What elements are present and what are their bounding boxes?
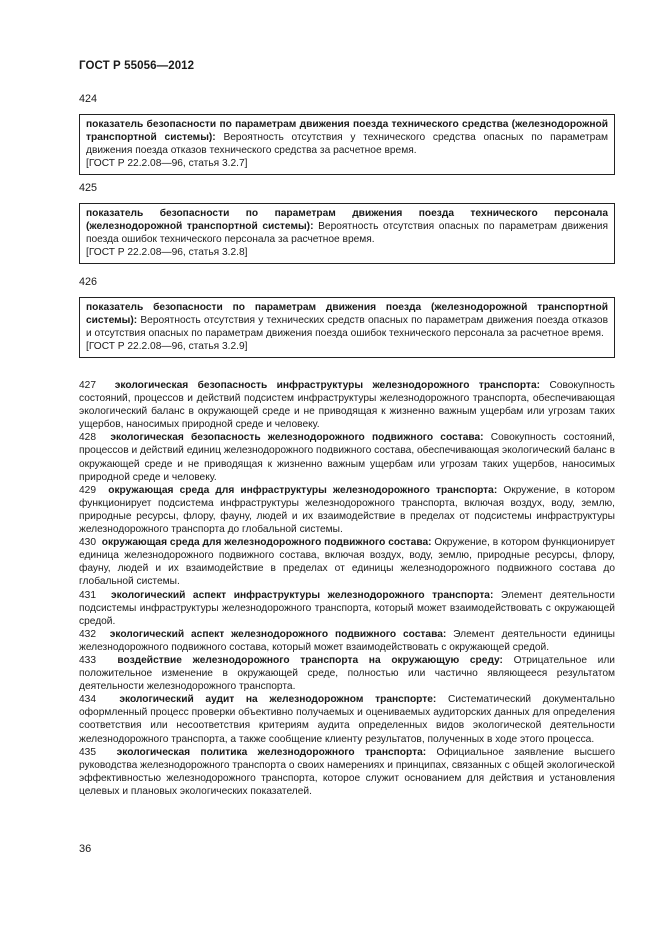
boxed-entry bbox=[79, 276, 615, 358]
entry-definition: Вероятность отсутствия опасных по параметрам движения поезда ошибок технического персонала за расчетное время. bbox=[86, 221, 608, 246]
entry-definition: Окружение, в котором функционирует единица железнодорожного подвижного состава, включая воздух, воду, землю, природные ресурсы, флору, фауну, людей и их взаимодействие в пределах от единицы железнодорожного подвижного состава до глобальной системы. bbox=[79, 537, 615, 588]
entry-definition: Элемент деятельности единицы железнодорожного подвижного состава, который может взаимодействовать с окружающей средой. bbox=[79, 628, 615, 653]
entry-reference: [ГОСТ Р 22.2.08—96, статья 3.2.8] bbox=[86, 247, 248, 259]
entry-number: 427 bbox=[79, 380, 96, 391]
entry-term: показатель безопасности по параметрам движения поезда технического персонала (железнодорожной транспортной системы): bbox=[86, 208, 608, 233]
entry-number: 426 bbox=[79, 276, 98, 288]
entry-definition: Официальное заявление высшего руководства железнодорожного транспорта о своих намерениях и принципах, связанных с общей экологической эффективностью железнодорожного транспорта, которое служит основанием для действия и установления целевых и плановых экологических показателей. bbox=[79, 746, 615, 797]
entry-definition: Элемент деятельности подсистемы инфраструктуры железнодорожного транспорта, который может взаимодействовать с окружающей средой. bbox=[79, 589, 615, 627]
boxed-entry bbox=[79, 93, 615, 175]
entry-definition: Совокупность состояний, процессов и действий подсистем инфраструктуры железнодорожного транспорта, обеспечивающая экологический баланс в окружающей среде и не приводящая к жизненно важным ущербам или угрозам таких ущербов, наносимых природной среде и человеку. bbox=[79, 380, 615, 431]
entry-definition: Отрицательное или положительное изменение в окружающей среде, полностью или частично являющееся результатом деятельности железнодорожного транспорта. bbox=[79, 654, 616, 693]
entry-number: 435 bbox=[79, 746, 96, 758]
entry-term: экологический аудит на железнодорожном транспорте: bbox=[119, 694, 437, 706]
term-entry bbox=[79, 484, 615, 536]
entry-term: окружающая среда для железнодорожного подвижного состава: bbox=[101, 537, 432, 549]
entry-term: экологическая политика железнодорожного транспорта: bbox=[116, 746, 427, 758]
term-entry bbox=[79, 628, 615, 654]
term-entries bbox=[79, 379, 615, 798]
entry-number: 429 bbox=[79, 484, 96, 496]
entry-reference: [ГОСТ Р 22.2.08—96, статья 3.2.9] bbox=[86, 341, 248, 353]
entry-frame bbox=[79, 203, 615, 264]
entry-term: экологический аспект железнодорожного подвижного состава: bbox=[109, 628, 447, 640]
entry-term: экологический аспект инфраструктуры железнодорожного транспорта: bbox=[111, 589, 494, 601]
entry-frame bbox=[79, 297, 615, 358]
page-number: 36 bbox=[79, 843, 92, 855]
term-entry bbox=[79, 746, 615, 798]
term-entry bbox=[79, 536, 615, 588]
entry-term: воздействие железнодорожного транспорта на окружающую среду: bbox=[117, 654, 503, 666]
entry-number: 434 bbox=[79, 694, 96, 706]
entry-number: 433 bbox=[79, 654, 96, 666]
entry-definition: Вероятность отсутствия у технического средства опасных по параметрам движения поезда отказов технического средства за расчетное время. bbox=[86, 132, 608, 157]
entry-definition: Систематический документально оформленный процесс проверки объективно получаемых и оцениваемых аудиторских данных для определения соответствия или несоответствия критериям аудита определенных видов экологической деятельности железнодорожного транспорта, а также сообщение клиенту результатов, полученных в ходе этого процесса. bbox=[79, 694, 615, 745]
entry-definition: Вероятность отсутствия у технических средств опасных по параметрам движения поезда отказов и отсутствия опасных по параметрам движения поезда ошибок технического персонала за расчетное время. bbox=[86, 315, 608, 340]
entry-number: 424 bbox=[79, 93, 98, 105]
entry-term: экологическая безопасность железнодорожного подвижного состава: bbox=[110, 432, 484, 444]
term-entry bbox=[79, 589, 615, 628]
entry-definition: Окружение, в котором функционирует подсистема инфраструктуры железнодорожного транспорта, включая воздух, воду, землю, природные ресурсы, флору, фауну, людей и их взаимодействие в пределах от подсистемы инфраструктуры железнодорожного транспорта до глобальной системы. bbox=[79, 484, 615, 536]
entry-number: 428 bbox=[79, 432, 96, 444]
entry-term: показатель безопасности по параметрам движения поезда (железнодорожной транспортной системы): bbox=[86, 302, 608, 327]
entry-number: 430 bbox=[79, 537, 96, 549]
entry-term: экологическая безопасность инфраструктуры железнодорожного транспорта: bbox=[114, 380, 541, 391]
boxed-entry bbox=[79, 182, 615, 264]
entry-reference: [ГОСТ Р 22.2.08—96, статья 3.2.7] bbox=[86, 158, 248, 170]
entry-number: 425 bbox=[79, 182, 98, 194]
term-entry bbox=[79, 654, 615, 693]
entry-term: показатель безопасности по параметрам движения поезда технического средства (железнодорожной транспортной системы): bbox=[86, 119, 608, 144]
entry-definition: Совокупность состояний, процессов и действий единиц железнодорожного подвижного состава, обеспечивающая экологический баланс в окружающей среде и не приводящая к жизненно важным ущербам или угрозам таких ущербов, наносимых природной среде и человеку. bbox=[79, 432, 615, 483]
entry-number: 431 bbox=[79, 589, 96, 601]
entry-term: окружающая среда для инфраструктуры железнодорожного транспорта: bbox=[108, 484, 498, 496]
term-entry bbox=[79, 431, 615, 483]
entry-number: 432 bbox=[79, 628, 96, 640]
document-header: ГОСТ Р 55056—2012 bbox=[79, 60, 195, 72]
term-entry bbox=[79, 379, 615, 431]
term-entry bbox=[79, 693, 615, 745]
entry-frame bbox=[79, 114, 615, 175]
